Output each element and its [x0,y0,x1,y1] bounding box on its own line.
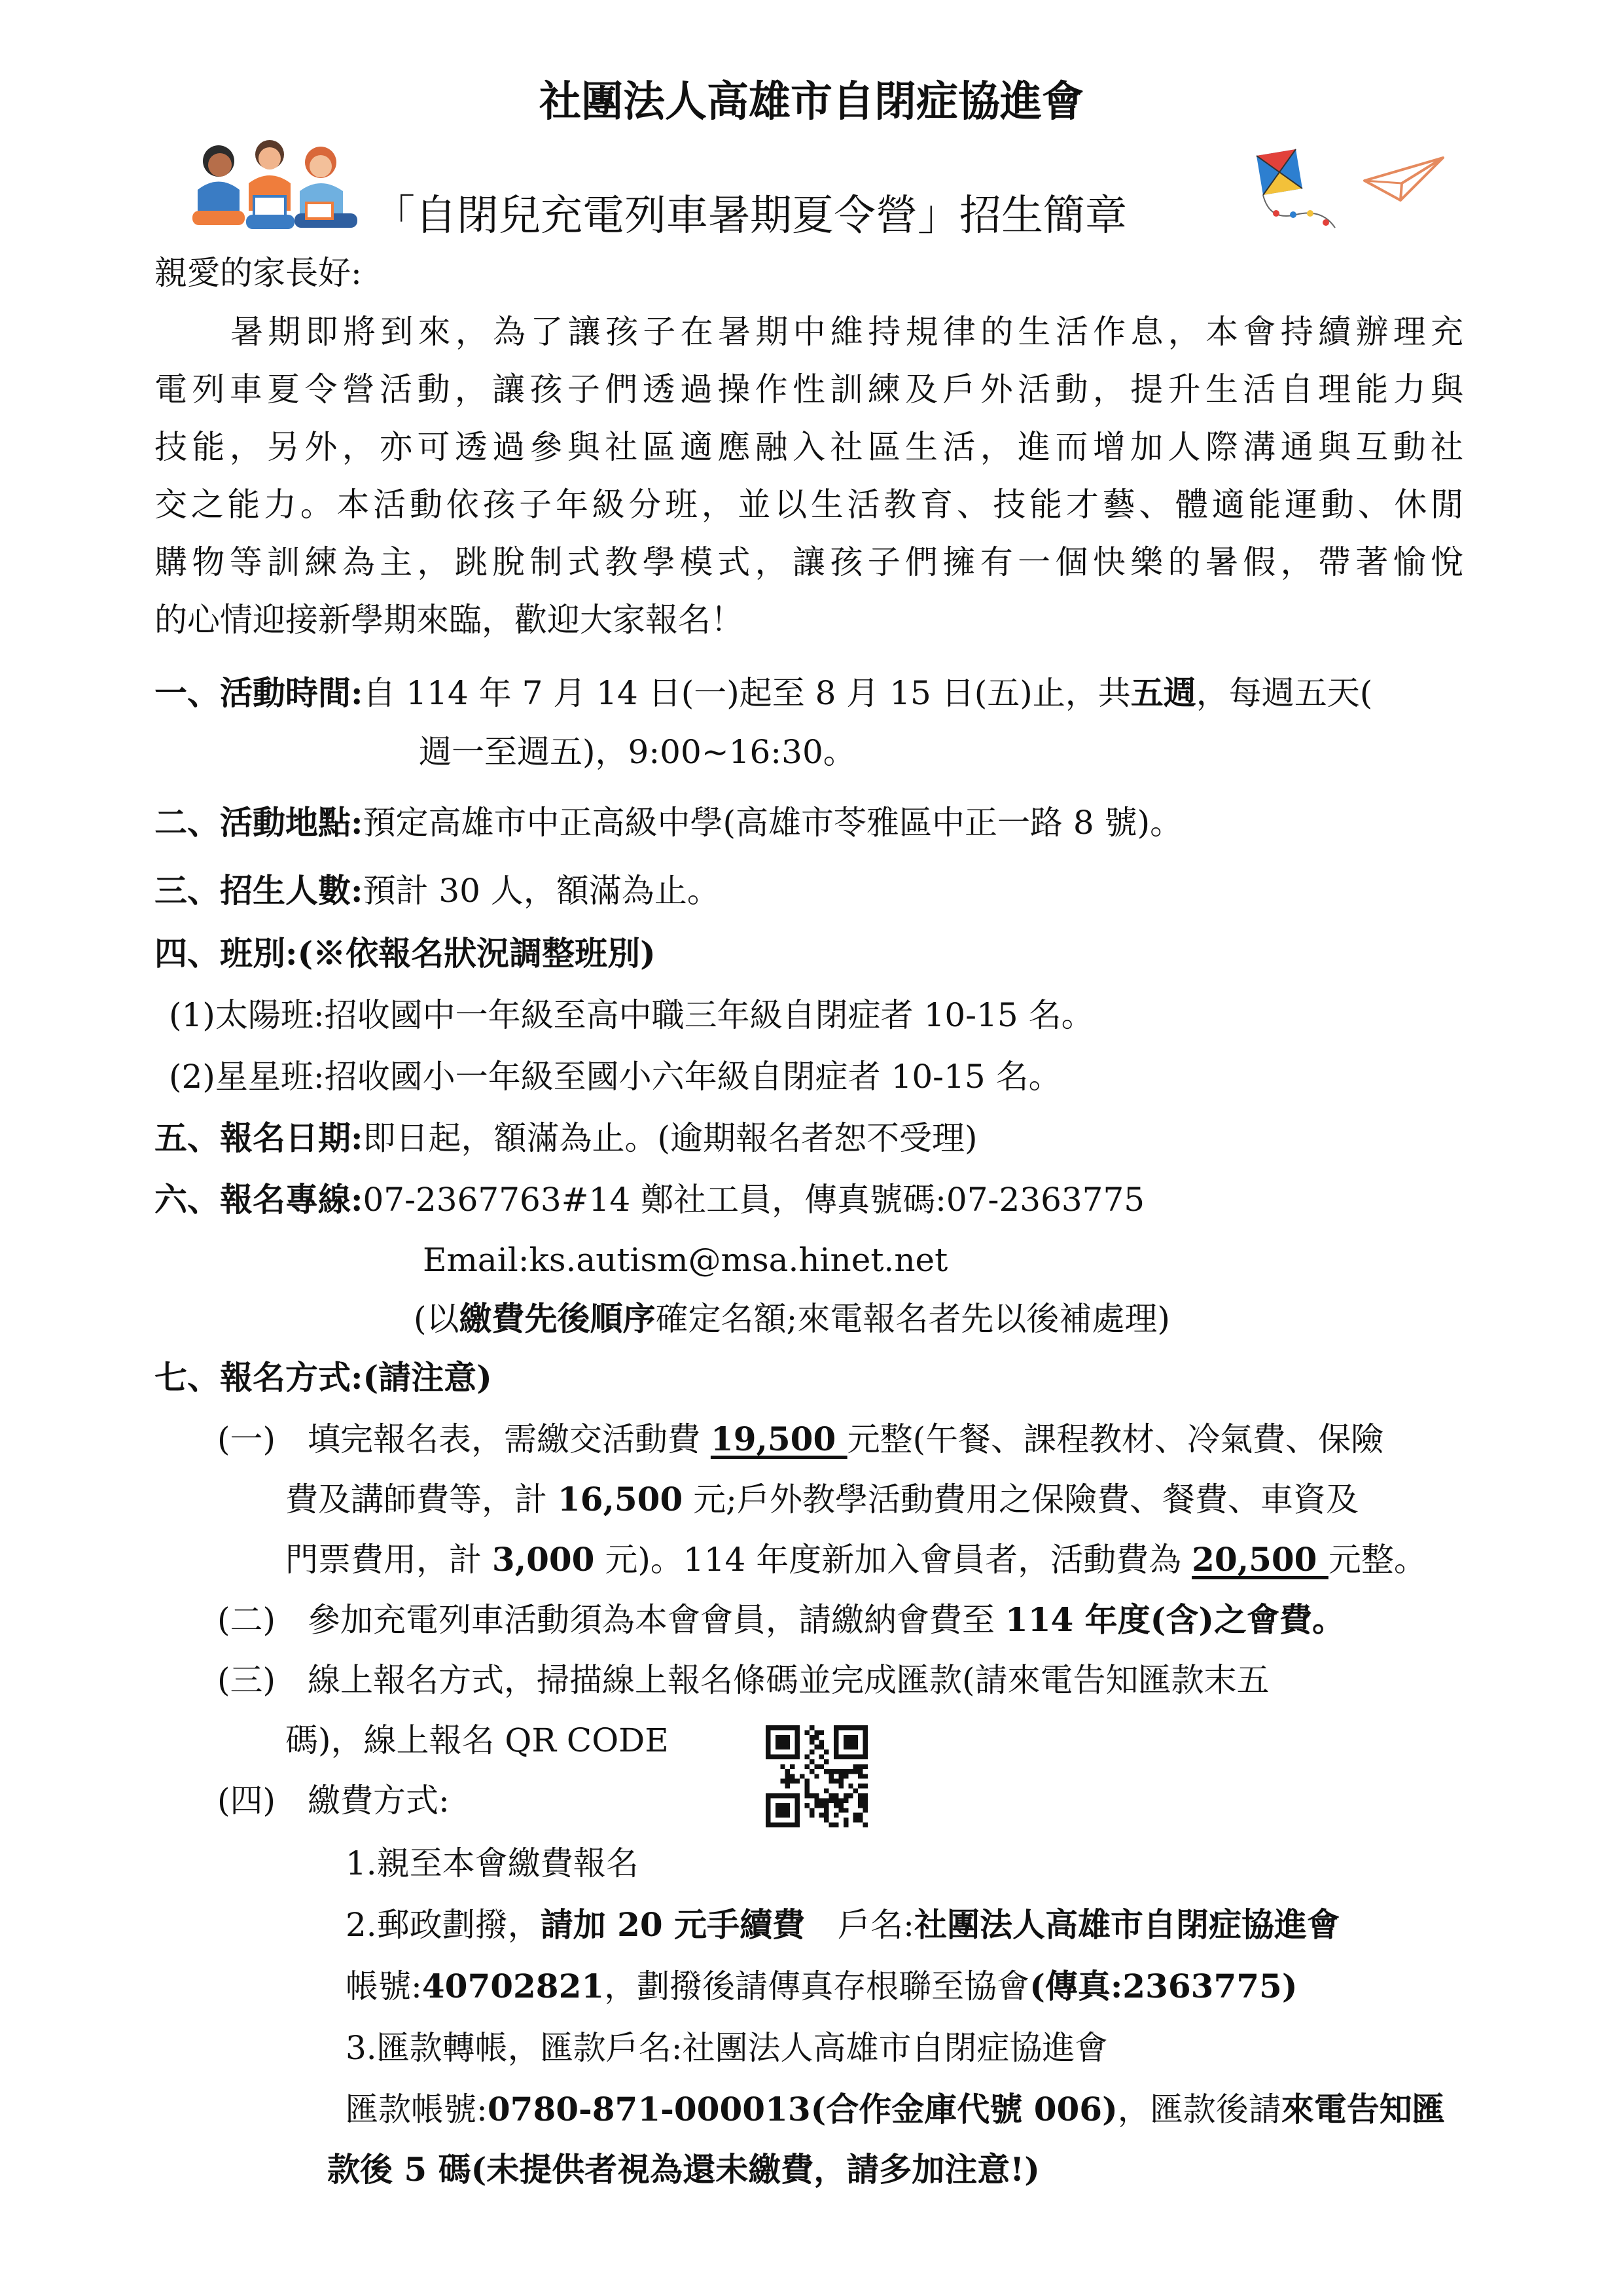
item1-line [285,1480,1359,1518]
method-note: (請注意) [363,1358,492,1397]
fee-text: 元整(午餐、課程教材、冷氣費、保險 [847,1420,1384,1458]
section-method [154,1358,492,1397]
intro-line: 暑期即將到來，為了讓孩子在暑期中維持規律的生活作息，本會持續辦理充 [230,313,1463,351]
section-time [154,673,1373,712]
class-star: (2)星星班:招收國小一年級至國小六年級自閉症者 10-15 名。 [169,1058,1061,1096]
fee-amount: 19,500 [710,1420,847,1458]
intro-line: 電列車夏令營活動，讓孩子們透過操作性訓練及戶外活動，提升生活自理能力與 [154,370,1463,408]
section-signup-date [154,1119,978,1157]
classes-note: (※依報名狀況調整班別) [297,934,656,973]
section-classes [154,934,656,973]
payment-option-2 [346,1905,1340,1944]
item1-line [285,1540,1427,1579]
fee-text: 填完報名表，需繳交活動費 [308,1420,711,1458]
location-text: 預定高雄市中正高級中學(高雄市苓雅區中正一路 8 號)。 [363,804,1183,842]
paper-plane-icon [1361,154,1446,207]
section-label: 四、班別: [154,934,298,973]
online-signup-text: 線上報名方式，掃描線上報名條碼並完成匯款(請來電告知匯款末五 [308,1661,1270,1699]
fee-amount: 16,500 [557,1480,683,1518]
time-range: 自 114 年 7 月 14 日(一)起至 8 月 15 日(五)止，共 [363,674,1131,712]
note-text: (以 [414,1300,459,1338]
page-title: 社團法人高雄市自閉症協進會 [539,77,1084,126]
item2-text [308,1600,1345,1639]
section-label: 六、報名專線: [154,1180,363,1219]
section-label: 三、招生人數: [154,871,363,910]
fee-amount: 3,000 [491,1540,595,1579]
fee-text: 元)。114 年度新加入會員者，活動費為 [594,1541,1192,1579]
membership-year: 114 年度(含)之會費。 [1005,1600,1345,1639]
membership-text: 參加充電列車活動須為本會會員，請繳納會費至 [308,1601,1005,1639]
section-location [154,803,1183,842]
children-reading-icon [186,137,369,236]
section-label: 五、報名日期: [154,1119,363,1157]
section-hotline [154,1180,1145,1219]
section-label: 七、報名方式: [154,1358,363,1397]
intro-line: 購物等訓練為主，跳脫制式教學模式，讓孩子們擁有一個快樂的暑假，帶著愉悅 [154,543,1463,581]
payment-fee-note: 請加 20 元手續費 [540,1905,806,1944]
intro-line: 技能，另外，亦可透過參與社區適應融入社區生活，進而增加人際溝通與互動社 [154,428,1463,466]
account-name: 社團法人高雄市自閉症協進會 [914,1905,1340,1944]
note-emphasis: 繳費先後順序 [459,1299,656,1338]
duration-weeks: 五週 [1130,673,1196,712]
note-text: 確定名額;來電報名者先以後補處理) [655,1300,1170,1338]
payment-label: 繳費方式: [308,1782,450,1820]
item-number: (三) [217,1661,276,1699]
section-label: 二、活動地點: [154,803,363,842]
hotline-phone: 07-2367763#14 鄭社工員，傳真號碼:07-2363775 [363,1181,1145,1219]
payment-text: ，劃撥後請傳真存根聯至協會 [604,1967,1030,2005]
account-number: 40702821 [421,1967,605,2005]
kite-icon [1237,143,1342,247]
time-hours: 週一至週五)，9:00~16:30。 [419,733,856,771]
intro-line: 的心情迎接新學期來臨，歡迎大家報名！ [154,601,743,639]
payment-text: 匯款帳號: [346,2090,488,2128]
time-days: ，每週五天( [1196,674,1373,712]
item-number: (二) [217,1601,276,1639]
payment-emphasis: 來電告知匯 [1281,2090,1445,2128]
qr-code-icon[interactable] [766,1725,868,1827]
greeting: 親愛的家長好: [154,254,362,292]
payment-option-3: 3.匯款轉帳，匯款戶名:社團法人高雄市自閉症協進會 [346,2029,1108,2067]
bank-account [346,2090,1445,2128]
fee-text: 費及講師費等，計 [285,1480,558,1518]
class-sun: (1)太陽班:招收國中一年級至高中職三年級自閉症者 10-15 名。 [169,996,1094,1034]
section-label: 一、活動時間: [154,673,363,712]
item1-line [308,1420,1384,1458]
payment-text: ，匯款後請 [1117,2090,1281,2128]
fee-amount: 20,500 [1192,1540,1329,1579]
postal-account [346,1967,1298,2005]
section-capacity [154,871,720,910]
signup-date-text: 即日起，額滿為止。(逾期報名者恕不受理) [363,1119,978,1157]
subtitle: 「自閉兒充電列車暑期夏令營」招生簡章 [373,192,1127,240]
fax-number: (傳真:2363775) [1029,1967,1298,2005]
intro-line: 交之能力。本活動依孩子年級分班，並以生活教育、技能才藝、體適能運動、休閒 [154,486,1463,524]
fee-text: 元整。 [1328,1541,1427,1579]
item-number: (一) [217,1420,276,1458]
payment-option-1: 1.親至本會繳費報名 [346,1844,639,1882]
payment-text: 帳號: [346,1967,422,2005]
payment-text: 戶名: [805,1906,914,1944]
fee-text: 元;戶外教學活動費用之保險費、餐費、車資及 [683,1480,1359,1518]
hotline-note [414,1299,1170,1338]
account-number: 0780-871-000013(合作金庫代號 006) [487,2090,1118,2128]
online-signup-text: 碼)，線上報名 QR CODE [285,1721,669,1759]
payment-warning: 款後 5 碼(未提供者視為還未繳費，請多加注意!) [327,2150,1040,2189]
fee-text: 門票費用，計 [285,1541,492,1579]
item-number: (四) [217,1782,276,1820]
capacity-text: 預計 30 人，額滿為止。 [363,872,720,910]
payment-text: 2.郵政劃撥， [346,1906,541,1944]
hotline-email: Email:ks.autism@msa.hinet.net [423,1241,948,1279]
